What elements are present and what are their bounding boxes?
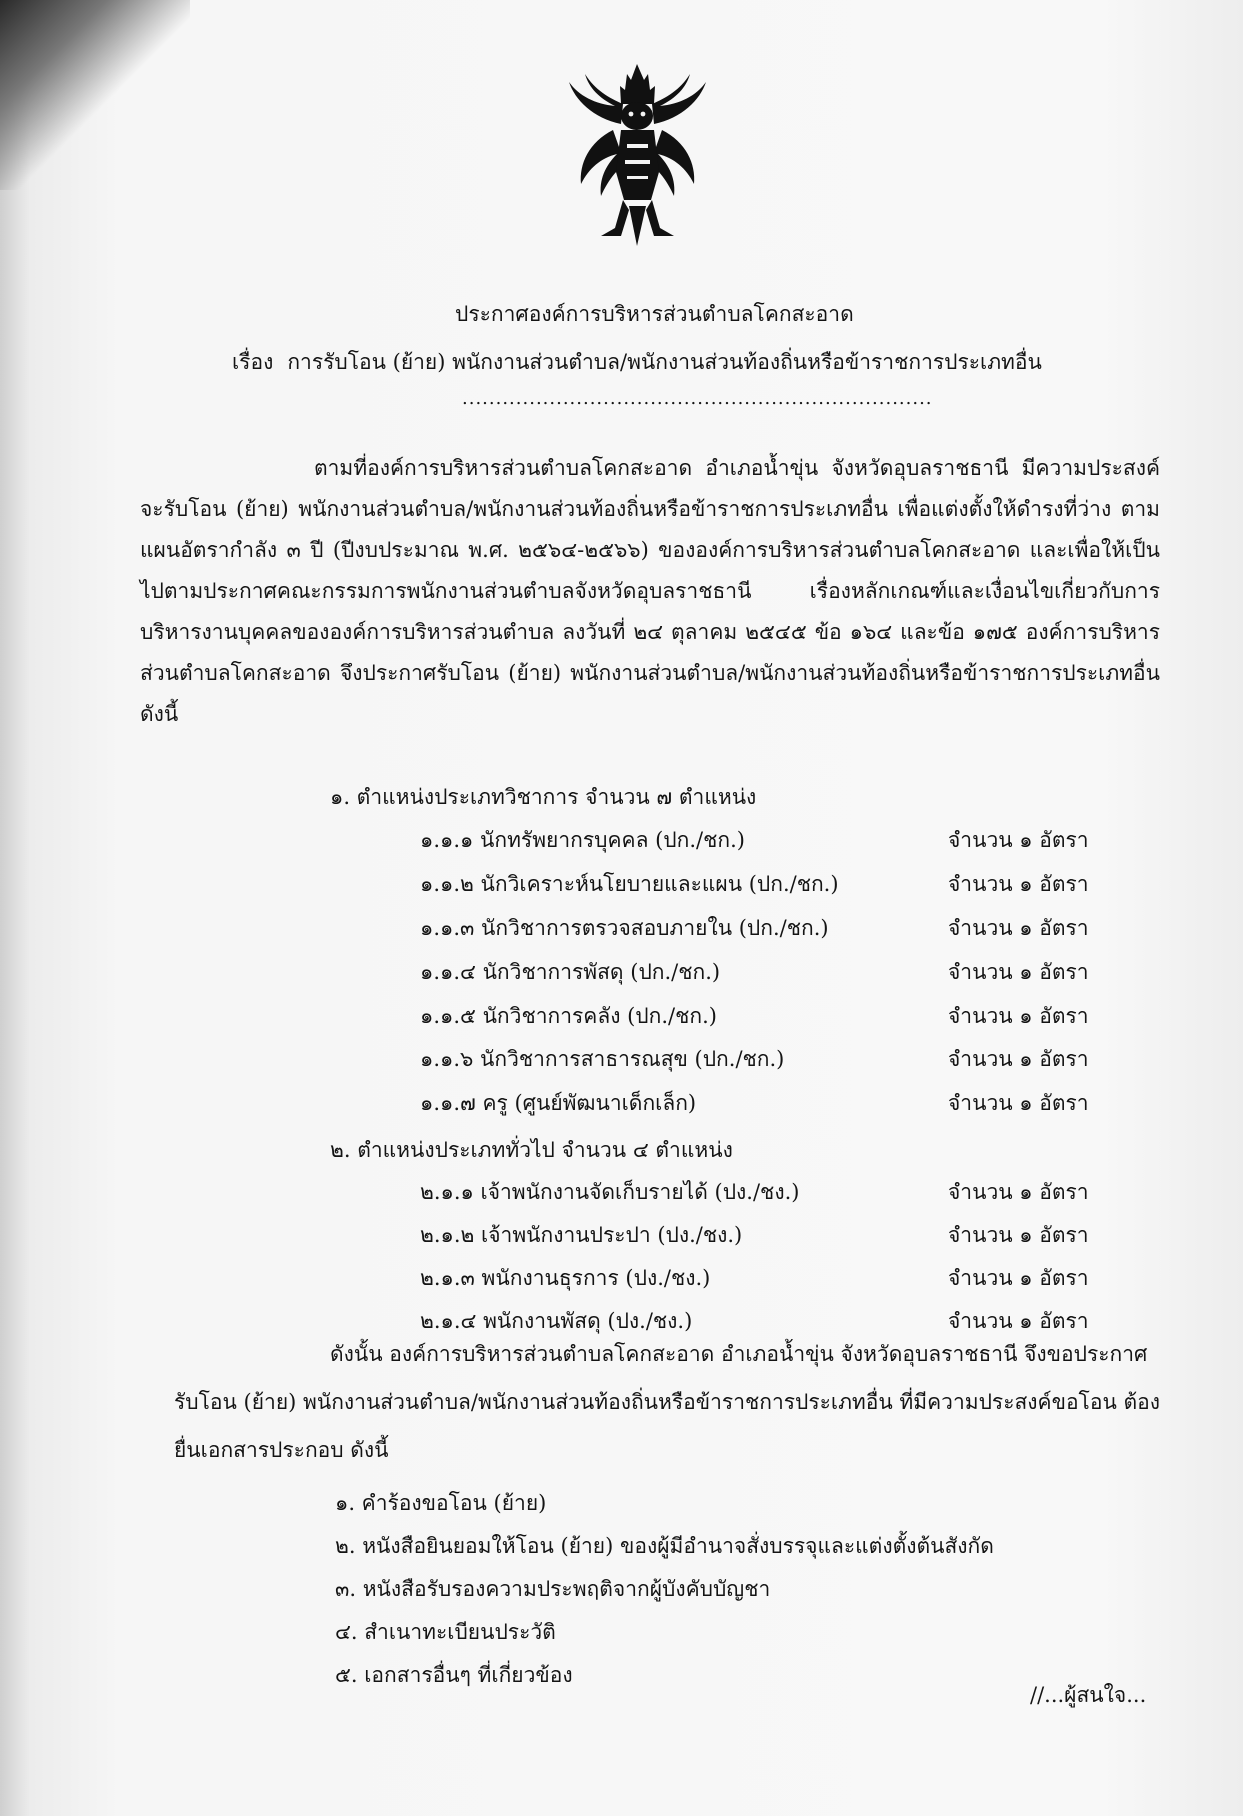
position-count: จำนวน ๑ อัตรา (948, 1309, 1089, 1333)
document-item: ๒. หนังสือยินยอมให้โอน (ย้าย) ของผู้มีอำนาจสั่งบรรจุและแต่งตั้งต้นสังกัด (335, 1534, 994, 1558)
position-item: ๑.๑.๗ ครู (ศูนย์พัฒนาเด็กเล็ก) (420, 1091, 697, 1115)
document-item: ๕. เอกสารอื่นๆ ที่เกี่ยวข้อง (335, 1663, 573, 1687)
subject-label: เรื่อง (232, 350, 274, 374)
position-item: ๒.๑.๒ เจ้าพนักงานประปา (ปง./ชง.) (420, 1223, 743, 1247)
position-count: จำนวน ๑ อัตรา (948, 872, 1089, 896)
position-count: จำนวน ๑ อัตรา (948, 1047, 1089, 1071)
section-heading: ๑. ตำแหน่งประเภทวิชาการ จำนวน ๗ ตำแหน่ง (330, 785, 757, 809)
separator-line: ...................................................................... (462, 388, 933, 409)
announcement-title: ประกาศองค์การบริหารส่วนตำบลโคกสะอาด (455, 302, 854, 326)
subject-text: การรับโอน (ย้าย) พนักงานส่วนตำบล/พนักงานส่วนท้องถิ่นหรือข้าราชการประเภทอื่น (287, 350, 1042, 374)
intro-paragraph (140, 448, 1160, 735)
position-item: ๑.๑.๕ นักวิชาการคลัง (ปก./ชก.) (420, 1004, 717, 1028)
closing-paragraph (174, 1330, 1164, 1474)
position-count: จำนวน ๑ อัตรา (948, 1091, 1089, 1115)
subject-line (232, 346, 1042, 379)
position-count: จำนวน ๑ อัตรา (948, 960, 1089, 984)
position-item: ๒.๑.๓ พนักงานธุรการ (ปง./ชง.) (420, 1266, 711, 1290)
document-item: ๑. คำร้องขอโอน (ย้าย) (335, 1491, 547, 1515)
position-item: ๑.๑.๓ นักวิชาการตรวจสอบภายใน (ปก./ชก.) (420, 916, 829, 940)
continuation-note: //...ผู้สนใจ... (1030, 1683, 1147, 1707)
position-count: จำนวน ๑ อัตรา (948, 1004, 1089, 1028)
position-count: จำนวน ๑ อัตรา (948, 828, 1089, 852)
position-item: ๒.๑.๔ พนักงานพัสดุ (ปง./ชง.) (420, 1309, 693, 1333)
position-item: ๑.๑.๑ นักทรัพยากรบุคคล (ปก./ชก.) (420, 828, 745, 852)
position-count: จำนวน ๑ อัตรา (948, 916, 1089, 940)
position-count: จำนวน ๑ อัตรา (948, 1180, 1089, 1204)
position-item: ๑.๑.๖ นักวิชาการสาธารณสุข (ปก./ชก.) (420, 1047, 785, 1071)
position-item: ๑.๑.๒ นักวิเคราะห์นโยบายและแผน (ปก./ชก.) (420, 872, 839, 896)
closing-text: ดังนั้น องค์การบริหารส่วนตำบลโคกสะอาด อำเภอน้ำขุ่น จังหวัดอุบลราชธานี จึงขอประกาศรับโอน (ย้าย) พนักงานส่วนตำบล/พนักงานส่วนท้องถิ่นหรือข้าราชการประเภทอื่น ที่มีความประสงค์ขอโอน ต้องยื่นเอกสารประกอบ ดังนี้ (174, 1342, 1160, 1462)
document-item: ๓. หนังสือรับรองความประพฤติจากผู้บังคับบัญชา (335, 1577, 771, 1601)
position-item: ๑.๑.๔ นักวิชาการพัสดุ (ปก./ชก.) (420, 960, 721, 984)
position-count: จำนวน ๑ อัตรา (948, 1266, 1089, 1290)
scan-shadow (0, 0, 190, 190)
position-count: จำนวน ๑ อัตรา (948, 1223, 1089, 1247)
section-heading: ๒. ตำแหน่งประเภททั่วไป จำนวน ๔ ตำแหน่ง (330, 1138, 733, 1162)
document-item: ๔. สำเนาทะเบียนประวัติ (335, 1620, 556, 1644)
garuda-emblem-icon (565, 60, 710, 250)
position-item: ๒.๑.๑ เจ้าพนักงานจัดเก็บรายได้ (ปง./ชง.) (420, 1180, 800, 1204)
intro-text: ตามที่องค์การบริหารส่วนตำบลโคกสะอาด อำเภอน้ำขุ่น จังหวัดอุบลราชธานี มีความประสงค์จะรับโอน (ย้าย) พนักงานส่วนตำบล/พนักงานส่วนท้องถิ่นหรือข้าราชการประเภทอื่น เพื่อแต่งตั้งให้ดำรงที่ว่าง ตามแผนอัตรากำลัง ๓ ปี (ปีงบประมาณ พ.ศ. ๒๕๖๔-๒๕๖๖) ขององค์การบริหารส่วนตำบลโคกสะอาด และเพื่อให้เป็นไปตามประกาศคณะกรรมการพนักงานส่วนตำบลจังหวัดอุบลราชธานี เรื่องหลักเกณฑ์และเงื่อนไขเกี่ยวกับการบริหารงานบุคคลขององค์การบริหารส่วนตำบล ลงวันที่ ๒๔ ตุลาคม ๒๕๔๕ ข้อ ๑๖๔ และข้อ ๑๗๕ องค์การบริหารส่วนตำบลโคกสะอาด จึงประกาศรับโอน (ย้าย) พนักงานส่วนตำบล/พนักงานส่วนท้องถิ่นหรือข้าราชการประเภทอื่น ดังนี้ (140, 456, 1160, 726)
